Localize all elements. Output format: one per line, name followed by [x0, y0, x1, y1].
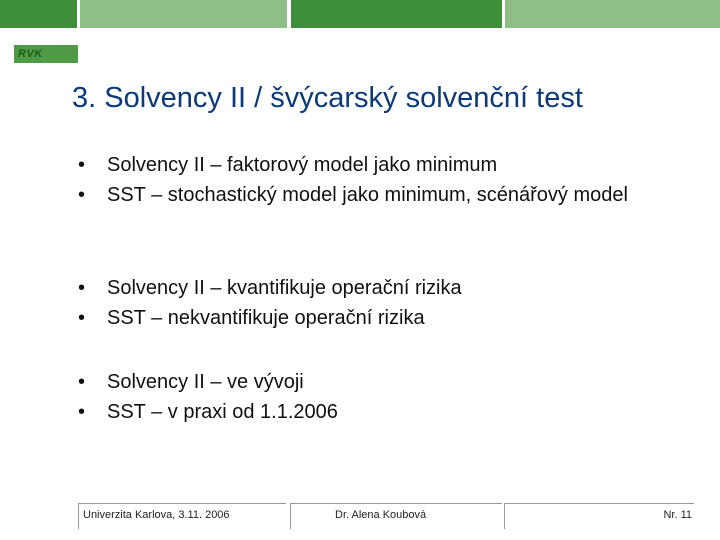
bullet-item [78, 273, 698, 303]
logo [14, 45, 78, 63]
footer-right: Nr. 11 [504, 503, 694, 529]
footer-left: Univerzita Karlova, 3.11. 2006 [78, 503, 286, 529]
bullet-text: Solvency II – faktorový model jako minimum [107, 154, 498, 176]
bullet-text: Solvency II – kvantifikuje operační rizika [107, 277, 462, 299]
bullet-item [78, 367, 698, 397]
bullet-dot: • [78, 184, 86, 206]
top-color-band [0, 0, 720, 28]
bullet-text: SST – nekvantifikuje operační rizika [107, 307, 425, 329]
bullet-item [78, 180, 698, 210]
logo-text: RVK [18, 48, 43, 60]
footer [0, 503, 720, 531]
slide-title: 3. Solvency II / švýcarský solvenční test [72, 82, 583, 114]
band-segment-3 [291, 0, 502, 28]
footer-center: Dr. Alena Koubová [290, 503, 502, 529]
bullet-dot: • [78, 307, 86, 329]
bullet-group-1 [78, 150, 698, 210]
bullet-dot: • [78, 277, 86, 299]
bullet-group-2 [78, 273, 698, 333]
bullet-item [78, 303, 698, 333]
bullet-group-3 [78, 367, 698, 427]
band-segment-1 [0, 0, 77, 28]
band-segment-4 [505, 0, 720, 28]
bullet-item [78, 150, 698, 180]
bullet-text: SST – stochastický model jako minimum, scénářový model [107, 184, 628, 206]
bullet-dot: • [78, 154, 86, 176]
bullet-item [78, 397, 698, 427]
bullet-dot: • [78, 401, 86, 423]
band-segment-2 [80, 0, 287, 28]
bullet-text: SST – v praxi od 1.1.2006 [107, 401, 338, 423]
bullet-dot: • [78, 371, 86, 393]
bullet-text: Solvency II – ve vývoji [107, 371, 304, 393]
